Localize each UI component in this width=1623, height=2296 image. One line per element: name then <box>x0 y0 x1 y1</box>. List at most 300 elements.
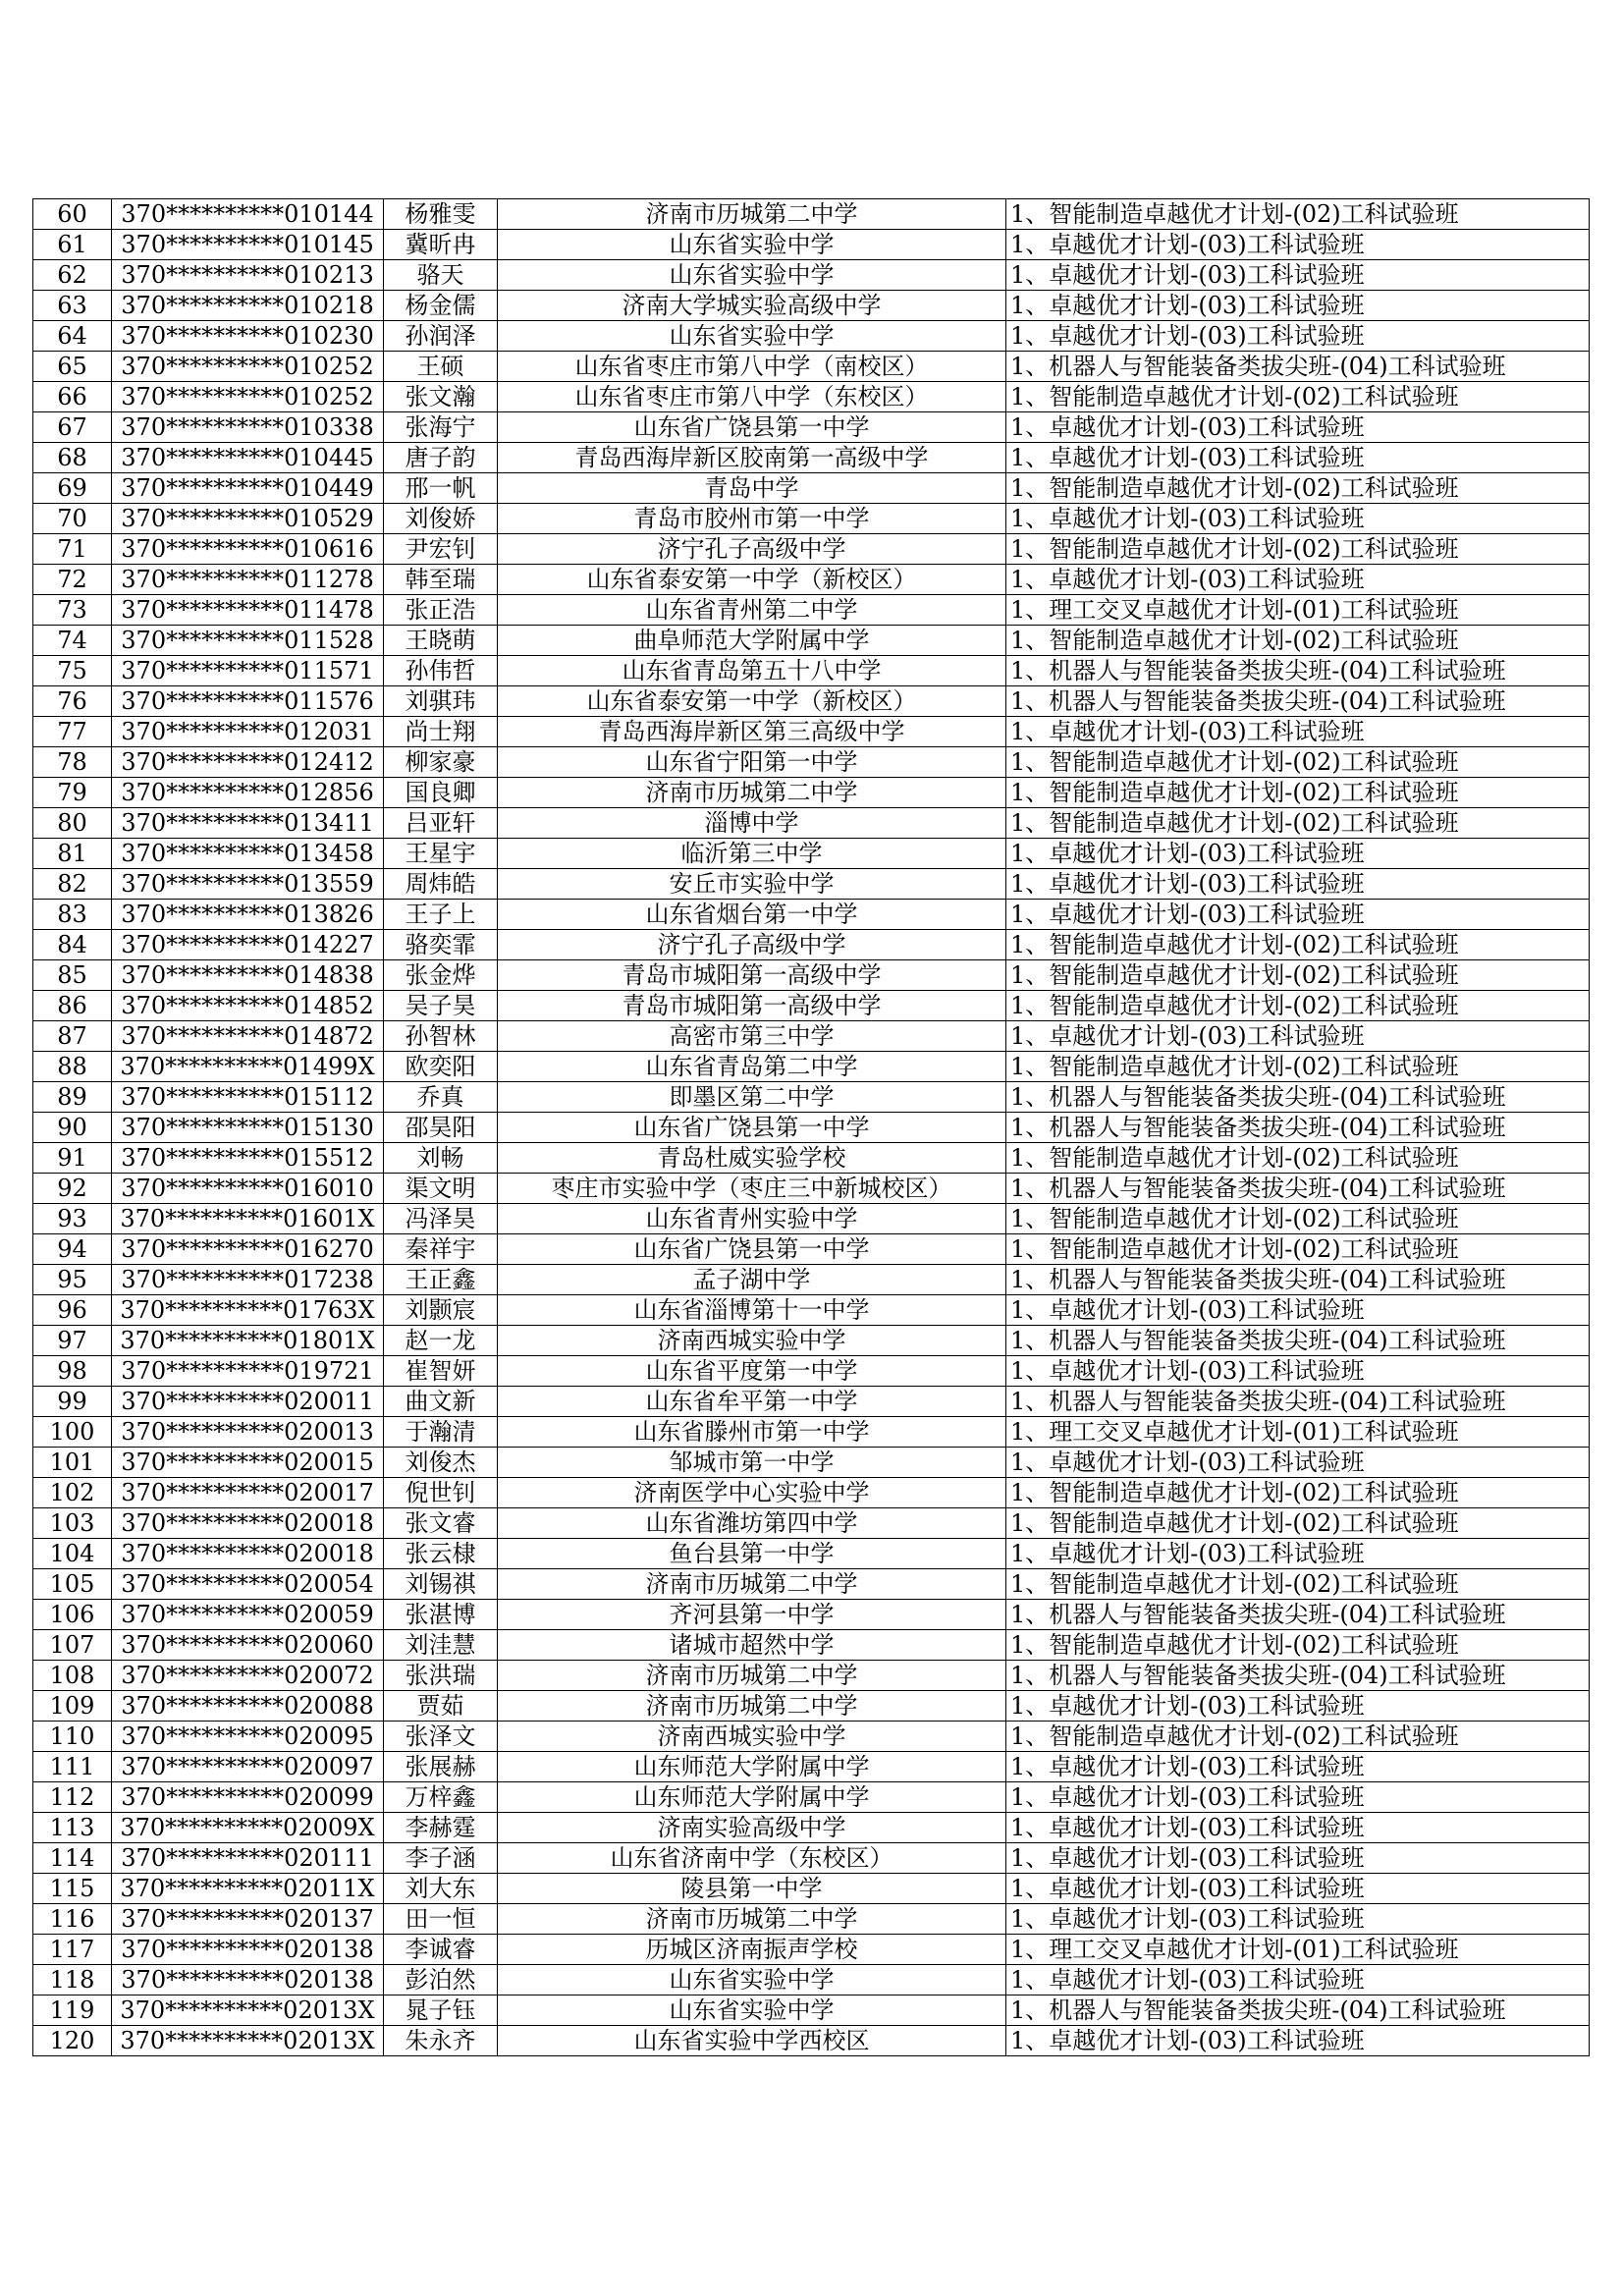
school-cell: 即墨区第二中学 <box>498 1082 1006 1113</box>
row-number-cell: 114 <box>33 1843 112 1874</box>
id-number-cell: 370**********01499X <box>112 1052 384 1082</box>
row-number-cell: 84 <box>33 930 112 960</box>
row-number-cell: 108 <box>33 1661 112 1691</box>
school-cell: 山东省平度第一中学 <box>498 1356 1006 1387</box>
row-number-cell: 81 <box>33 839 112 869</box>
program-cell: 1、智能制造卓越优才计划-(02)工科试验班 <box>1006 1234 1590 1265</box>
row-number-cell: 82 <box>33 869 112 900</box>
row-number-cell: 64 <box>33 321 112 352</box>
school-cell: 济南市历城第二中学 <box>498 778 1006 808</box>
program-cell: 1、卓越优才计划-(03)工科试验班 <box>1006 1295 1590 1326</box>
student-name-cell: 冯泽昊 <box>384 1204 498 1234</box>
school-cell: 山东省实验中学西校区 <box>498 2026 1006 2056</box>
row-number-cell: 118 <box>33 1965 112 1995</box>
id-number-cell: 370**********015512 <box>112 1143 384 1174</box>
id-number-cell: 370**********010230 <box>112 321 384 352</box>
id-number-cell: 370**********014852 <box>112 991 384 1021</box>
table-row <box>33 2026 1590 2056</box>
school-cell: 济南市历城第二中学 <box>498 1661 1006 1691</box>
school-cell: 山东省淄博第十一中学 <box>498 1295 1006 1326</box>
table-row <box>33 1874 1590 1904</box>
table-row <box>33 1387 1590 1417</box>
program-cell: 1、智能制造卓越优才计划-(02)工科试验班 <box>1006 1143 1590 1174</box>
student-name-cell: 王硕 <box>384 352 498 382</box>
id-number-cell: 370**********020072 <box>112 1661 384 1691</box>
student-name-cell: 崔智妍 <box>384 1356 498 1387</box>
school-cell: 安丘市实验中学 <box>498 869 1006 900</box>
admission-list-table <box>32 198 1590 2056</box>
program-cell: 1、卓越优才计划-(03)工科试验班 <box>1006 321 1590 352</box>
row-number-cell: 72 <box>33 565 112 595</box>
program-cell: 1、卓越优才计划-(03)工科试验班 <box>1006 1965 1590 1995</box>
table-row <box>33 1661 1590 1691</box>
row-number-cell: 80 <box>33 808 112 839</box>
row-number-cell: 69 <box>33 473 112 504</box>
id-number-cell: 370**********020088 <box>112 1691 384 1722</box>
student-name-cell: 杨金儒 <box>384 291 498 321</box>
student-name-cell: 柳家豪 <box>384 747 498 778</box>
row-number-cell: 79 <box>33 778 112 808</box>
id-number-cell: 370**********01763X <box>112 1295 384 1326</box>
table-row <box>33 626 1590 656</box>
school-cell: 济南市历城第二中学 <box>498 199 1006 230</box>
school-cell: 山东省枣庄市第八中学（东校区） <box>498 382 1006 412</box>
school-cell: 山东省枣庄市第八中学（南校区） <box>498 352 1006 382</box>
table-row <box>33 1417 1590 1448</box>
student-name-cell: 田一恒 <box>384 1904 498 1935</box>
id-number-cell: 370**********015112 <box>112 1082 384 1113</box>
id-number-cell: 370**********014872 <box>112 1021 384 1052</box>
program-cell: 1、卓越优才计划-(03)工科试验班 <box>1006 1904 1590 1935</box>
student-name-cell: 刘颢宸 <box>384 1295 498 1326</box>
table-row <box>33 991 1590 1021</box>
table-row <box>33 473 1590 504</box>
id-number-cell: 370**********010445 <box>112 443 384 473</box>
table-row <box>33 199 1590 230</box>
school-cell: 山东省潍坊第四中学 <box>498 1508 1006 1539</box>
table-row <box>33 1904 1590 1935</box>
row-number-cell: 85 <box>33 960 112 991</box>
program-cell: 1、智能制造卓越优才计划-(02)工科试验班 <box>1006 930 1590 960</box>
school-cell: 山东省实验中学 <box>498 321 1006 352</box>
school-cell: 齐河县第一中学 <box>498 1600 1006 1630</box>
id-number-cell: 370**********019721 <box>112 1356 384 1387</box>
program-cell: 1、机器人与智能装备类拔尖班-(04)工科试验班 <box>1006 1661 1590 1691</box>
id-number-cell: 370**********011478 <box>112 595 384 626</box>
id-number-cell: 370**********012856 <box>112 778 384 808</box>
table-row <box>33 717 1590 747</box>
row-number-cell: 71 <box>33 534 112 565</box>
school-cell: 山东省实验中学 <box>498 1965 1006 1995</box>
student-name-cell: 欧奕阳 <box>384 1052 498 1082</box>
school-cell: 淄博中学 <box>498 808 1006 839</box>
student-name-cell: 韩至瑞 <box>384 565 498 595</box>
program-cell: 1、智能制造卓越优才计划-(02)工科试验班 <box>1006 991 1590 1021</box>
student-name-cell: 朱永齐 <box>384 2026 498 2056</box>
row-number-cell: 63 <box>33 291 112 321</box>
student-name-cell: 万梓鑫 <box>384 1782 498 1813</box>
student-name-cell: 骆奕霏 <box>384 930 498 960</box>
id-number-cell: 370**********020018 <box>112 1539 384 1569</box>
student-name-cell: 国良卿 <box>384 778 498 808</box>
student-name-cell: 刘大东 <box>384 1874 498 1904</box>
student-name-cell: 周炜皓 <box>384 869 498 900</box>
student-name-cell: 吕亚轩 <box>384 808 498 839</box>
table-row <box>33 1813 1590 1843</box>
table-row <box>33 595 1590 626</box>
row-number-cell: 65 <box>33 352 112 382</box>
id-number-cell: 370**********020111 <box>112 1843 384 1874</box>
program-cell: 1、卓越优才计划-(03)工科试验班 <box>1006 230 1590 260</box>
row-number-cell: 76 <box>33 686 112 717</box>
table-row <box>33 686 1590 717</box>
table-row <box>33 1752 1590 1782</box>
table-row <box>33 230 1590 260</box>
id-number-cell: 370**********020138 <box>112 1965 384 1995</box>
table-row <box>33 869 1590 900</box>
student-name-cell: 张文瀚 <box>384 382 498 412</box>
student-name-cell: 张湛博 <box>384 1600 498 1630</box>
student-name-cell: 乔真 <box>384 1082 498 1113</box>
table-row <box>33 1630 1590 1661</box>
table-row <box>33 1782 1590 1813</box>
program-cell: 1、卓越优才计划-(03)工科试验班 <box>1006 1813 1590 1843</box>
row-number-cell: 111 <box>33 1752 112 1782</box>
id-number-cell: 370**********01601X <box>112 1204 384 1234</box>
table-row <box>33 504 1590 534</box>
table-row <box>33 412 1590 443</box>
row-number-cell: 100 <box>33 1417 112 1448</box>
table-row <box>33 656 1590 686</box>
table-row <box>33 565 1590 595</box>
table-row <box>33 1843 1590 1874</box>
table-row <box>33 1204 1590 1234</box>
program-cell: 1、智能制造卓越优才计划-(02)工科试验班 <box>1006 1204 1590 1234</box>
id-number-cell: 370**********02013X <box>112 2026 384 2056</box>
school-cell: 济南市历城第二中学 <box>498 1569 1006 1600</box>
student-name-cell: 尹宏钊 <box>384 534 498 565</box>
school-cell: 山东省实验中学 <box>498 1995 1006 2026</box>
program-cell: 1、智能制造卓越优才计划-(02)工科试验班 <box>1006 534 1590 565</box>
school-cell: 历城区济南振声学校 <box>498 1935 1006 1965</box>
student-name-cell: 刘俊娇 <box>384 504 498 534</box>
school-cell: 枣庄市实验中学（枣庄三中新城校区） <box>498 1174 1006 1204</box>
table-row <box>33 1326 1590 1356</box>
row-number-cell: 96 <box>33 1295 112 1326</box>
id-number-cell: 370**********020137 <box>112 1904 384 1935</box>
program-cell: 1、卓越优才计划-(03)工科试验班 <box>1006 839 1590 869</box>
school-cell: 曲阜师范大学附属中学 <box>498 626 1006 656</box>
row-number-cell: 102 <box>33 1478 112 1508</box>
school-cell: 邹城市第一中学 <box>498 1448 1006 1478</box>
row-number-cell: 83 <box>33 900 112 930</box>
program-cell: 1、智能制造卓越优才计划-(02)工科试验班 <box>1006 747 1590 778</box>
id-number-cell: 370**********020097 <box>112 1752 384 1782</box>
row-number-cell: 120 <box>33 2026 112 2056</box>
school-cell: 山东省广饶县第一中学 <box>498 1113 1006 1143</box>
program-cell: 1、机器人与智能装备类拔尖班-(04)工科试验班 <box>1006 1326 1590 1356</box>
program-cell: 1、卓越优才计划-(03)工科试验班 <box>1006 1843 1590 1874</box>
school-cell: 诸城市超然中学 <box>498 1630 1006 1661</box>
id-number-cell: 370**********010252 <box>112 352 384 382</box>
row-number-cell: 99 <box>33 1387 112 1417</box>
student-name-cell: 彭泊然 <box>384 1965 498 1995</box>
row-number-cell: 107 <box>33 1630 112 1661</box>
table-row <box>33 1356 1590 1387</box>
program-cell: 1、智能制造卓越优才计划-(02)工科试验班 <box>1006 199 1590 230</box>
school-cell: 高密市第三中学 <box>498 1021 1006 1052</box>
school-cell: 济南西城实验中学 <box>498 1722 1006 1752</box>
student-name-cell: 邢一帆 <box>384 473 498 504</box>
id-number-cell: 370**********010145 <box>112 230 384 260</box>
table-row <box>33 960 1590 991</box>
id-number-cell: 370**********02011X <box>112 1874 384 1904</box>
program-cell: 1、智能制造卓越优才计划-(02)工科试验班 <box>1006 778 1590 808</box>
student-name-cell: 晁子钰 <box>384 1995 498 2026</box>
row-number-cell: 75 <box>33 656 112 686</box>
school-cell: 青岛西海岸新区第三高级中学 <box>498 717 1006 747</box>
program-cell: 1、卓越优才计划-(03)工科试验班 <box>1006 291 1590 321</box>
program-cell: 1、智能制造卓越优才计划-(02)工科试验班 <box>1006 1569 1590 1600</box>
table-row <box>33 1539 1590 1569</box>
row-number-cell: 104 <box>33 1539 112 1569</box>
school-cell: 山东省济南中学（东校区） <box>498 1843 1006 1874</box>
row-number-cell: 68 <box>33 443 112 473</box>
id-number-cell: 370**********011571 <box>112 656 384 686</box>
school-cell: 山东师范大学附属中学 <box>498 1782 1006 1813</box>
id-number-cell: 370**********020018 <box>112 1508 384 1539</box>
id-number-cell: 370**********017238 <box>112 1265 384 1295</box>
student-name-cell: 冀昕冉 <box>384 230 498 260</box>
row-number-cell: 66 <box>33 382 112 412</box>
program-cell: 1、机器人与智能装备类拔尖班-(04)工科试验班 <box>1006 686 1590 717</box>
table-row <box>33 1143 1590 1174</box>
table-row <box>33 1478 1590 1508</box>
program-cell: 1、机器人与智能装备类拔尖班-(04)工科试验班 <box>1006 1265 1590 1295</box>
program-cell: 1、智能制造卓越优才计划-(02)工科试验班 <box>1006 1722 1590 1752</box>
row-number-cell: 90 <box>33 1113 112 1143</box>
program-cell: 1、机器人与智能装备类拔尖班-(04)工科试验班 <box>1006 1600 1590 1630</box>
school-cell: 山东省牟平第一中学 <box>498 1387 1006 1417</box>
student-name-cell: 张文睿 <box>384 1508 498 1539</box>
row-number-cell: 67 <box>33 412 112 443</box>
student-name-cell: 李诚睿 <box>384 1935 498 1965</box>
school-cell: 山东省宁阳第一中学 <box>498 747 1006 778</box>
id-number-cell: 370**********020015 <box>112 1448 384 1478</box>
row-number-cell: 92 <box>33 1174 112 1204</box>
table-row <box>33 1234 1590 1265</box>
school-cell: 山东省实验中学 <box>498 260 1006 291</box>
id-number-cell: 370**********013826 <box>112 900 384 930</box>
id-number-cell: 370**********016010 <box>112 1174 384 1204</box>
program-cell: 1、卓越优才计划-(03)工科试验班 <box>1006 1356 1590 1387</box>
school-cell: 山东省泰安第一中学（新校区） <box>498 565 1006 595</box>
table-row <box>33 1995 1590 2026</box>
program-cell: 1、理工交叉卓越优才计划-(01)工科试验班 <box>1006 1417 1590 1448</box>
row-number-cell: 94 <box>33 1234 112 1265</box>
school-cell: 济南医学中心实验中学 <box>498 1478 1006 1508</box>
id-number-cell: 370**********012031 <box>112 717 384 747</box>
id-number-cell: 370**********012412 <box>112 747 384 778</box>
school-cell: 山东省青岛第二中学 <box>498 1052 1006 1082</box>
student-name-cell: 渠文明 <box>384 1174 498 1204</box>
student-name-cell: 张云棣 <box>384 1539 498 1569</box>
program-cell: 1、智能制造卓越优才计划-(02)工科试验班 <box>1006 1478 1590 1508</box>
student-name-cell: 唐子韵 <box>384 443 498 473</box>
student-name-cell: 张洪瑞 <box>384 1661 498 1691</box>
table-row <box>33 839 1590 869</box>
program-cell: 1、卓越优才计划-(03)工科试验班 <box>1006 565 1590 595</box>
student-name-cell: 张金烨 <box>384 960 498 991</box>
row-number-cell: 60 <box>33 199 112 230</box>
row-number-cell: 86 <box>33 991 112 1021</box>
school-cell: 陵县第一中学 <box>498 1874 1006 1904</box>
table-row <box>33 808 1590 839</box>
program-cell: 1、卓越优才计划-(03)工科试验班 <box>1006 443 1590 473</box>
row-number-cell: 109 <box>33 1691 112 1722</box>
row-number-cell: 78 <box>33 747 112 778</box>
table-row <box>33 1295 1590 1326</box>
student-name-cell: 邵昊阳 <box>384 1113 498 1143</box>
school-cell: 山东省广饶县第一中学 <box>498 1234 1006 1265</box>
school-cell: 济南实验高级中学 <box>498 1813 1006 1843</box>
row-number-cell: 73 <box>33 595 112 626</box>
row-number-cell: 119 <box>33 1995 112 2026</box>
student-name-cell: 孙智林 <box>384 1021 498 1052</box>
id-number-cell: 370**********013559 <box>112 869 384 900</box>
table-row <box>33 1021 1590 1052</box>
school-cell: 青岛西海岸新区胶南第一高级中学 <box>498 443 1006 473</box>
student-name-cell: 张海宁 <box>384 412 498 443</box>
program-cell: 1、卓越优才计划-(03)工科试验班 <box>1006 900 1590 930</box>
id-number-cell: 370**********011278 <box>112 565 384 595</box>
row-number-cell: 112 <box>33 1782 112 1813</box>
table-row <box>33 1722 1590 1752</box>
id-number-cell: 370**********016270 <box>112 1234 384 1265</box>
id-number-cell: 370**********02009X <box>112 1813 384 1843</box>
program-cell: 1、卓越优才计划-(03)工科试验班 <box>1006 1021 1590 1052</box>
table-row <box>33 382 1590 412</box>
school-cell: 山东省青州实验中学 <box>498 1204 1006 1234</box>
table-row <box>33 1448 1590 1478</box>
student-name-cell: 孙伟哲 <box>384 656 498 686</box>
student-name-cell: 刘俊杰 <box>384 1448 498 1478</box>
table-row <box>33 1265 1590 1295</box>
row-number-cell: 93 <box>33 1204 112 1234</box>
admission-list-body <box>33 199 1590 2056</box>
school-cell: 山东省实验中学 <box>498 230 1006 260</box>
table-row <box>33 1113 1590 1143</box>
id-number-cell: 370**********020013 <box>112 1417 384 1448</box>
student-name-cell: 刘洼慧 <box>384 1630 498 1661</box>
program-cell: 1、智能制造卓越优才计划-(02)工科试验班 <box>1006 473 1590 504</box>
row-number-cell: 89 <box>33 1082 112 1113</box>
school-cell: 山东省广饶县第一中学 <box>498 412 1006 443</box>
program-cell: 1、卓越优才计划-(03)工科试验班 <box>1006 869 1590 900</box>
row-number-cell: 116 <box>33 1904 112 1935</box>
id-number-cell: 370**********010616 <box>112 534 384 565</box>
table-row <box>33 291 1590 321</box>
id-number-cell: 370**********01801X <box>112 1326 384 1356</box>
program-cell: 1、机器人与智能装备类拔尖班-(04)工科试验班 <box>1006 1082 1590 1113</box>
school-cell: 山东省泰安第一中学（新校区） <box>498 686 1006 717</box>
id-number-cell: 370**********020054 <box>112 1569 384 1600</box>
program-cell: 1、卓越优才计划-(03)工科试验班 <box>1006 1448 1590 1478</box>
program-cell: 1、机器人与智能装备类拔尖班-(04)工科试验班 <box>1006 1174 1590 1204</box>
table-row <box>33 321 1590 352</box>
student-name-cell: 张正浩 <box>384 595 498 626</box>
school-cell: 鱼台县第一中学 <box>498 1539 1006 1569</box>
school-cell: 济宁孔子高级中学 <box>498 534 1006 565</box>
table-row <box>33 443 1590 473</box>
student-name-cell: 刘畅 <box>384 1143 498 1174</box>
program-cell: 1、卓越优才计划-(03)工科试验班 <box>1006 2026 1590 2056</box>
row-number-cell: 87 <box>33 1021 112 1052</box>
row-number-cell: 117 <box>33 1935 112 1965</box>
student-name-cell: 孙润泽 <box>384 321 498 352</box>
program-cell: 1、智能制造卓越优才计划-(02)工科试验班 <box>1006 626 1590 656</box>
row-number-cell: 77 <box>33 717 112 747</box>
id-number-cell: 370**********020059 <box>112 1600 384 1630</box>
table-row <box>33 1600 1590 1630</box>
school-cell: 临沂第三中学 <box>498 839 1006 869</box>
school-cell: 青岛市城阳第一高级中学 <box>498 960 1006 991</box>
id-number-cell: 370**********020095 <box>112 1722 384 1752</box>
row-number-cell: 95 <box>33 1265 112 1295</box>
id-number-cell: 370**********011576 <box>112 686 384 717</box>
student-name-cell: 吴子昊 <box>384 991 498 1021</box>
program-cell: 1、卓越优才计划-(03)工科试验班 <box>1006 1782 1590 1813</box>
student-name-cell: 尚士翔 <box>384 717 498 747</box>
program-cell: 1、机器人与智能装备类拔尖班-(04)工科试验班 <box>1006 1113 1590 1143</box>
program-cell: 1、智能制造卓越优才计划-(02)工科试验班 <box>1006 808 1590 839</box>
program-cell: 1、机器人与智能装备类拔尖班-(04)工科试验班 <box>1006 1387 1590 1417</box>
student-name-cell: 李赫霆 <box>384 1813 498 1843</box>
row-number-cell: 97 <box>33 1326 112 1356</box>
row-number-cell: 98 <box>33 1356 112 1387</box>
student-name-cell: 倪世钊 <box>384 1478 498 1508</box>
program-cell: 1、智能制造卓越优才计划-(02)工科试验班 <box>1006 960 1590 991</box>
student-name-cell: 杨雅雯 <box>384 199 498 230</box>
program-cell: 1、智能制造卓越优才计划-(02)工科试验班 <box>1006 382 1590 412</box>
school-cell: 济南西城实验中学 <box>498 1326 1006 1356</box>
table-row <box>33 1965 1590 1995</box>
table-row <box>33 1082 1590 1113</box>
id-number-cell: 370**********014838 <box>112 960 384 991</box>
table-row <box>33 1052 1590 1082</box>
table-row <box>33 352 1590 382</box>
school-cell: 青岛市胶州市第一中学 <box>498 504 1006 534</box>
id-number-cell: 370**********015130 <box>112 1113 384 1143</box>
row-number-cell: 62 <box>33 260 112 291</box>
row-number-cell: 113 <box>33 1813 112 1843</box>
program-cell: 1、卓越优才计划-(03)工科试验班 <box>1006 1752 1590 1782</box>
school-cell: 青岛市城阳第一高级中学 <box>498 991 1006 1021</box>
student-name-cell: 张泽文 <box>384 1722 498 1752</box>
table-row <box>33 930 1590 960</box>
program-cell: 1、机器人与智能装备类拔尖班-(04)工科试验班 <box>1006 1995 1590 2026</box>
id-number-cell: 370**********020099 <box>112 1782 384 1813</box>
program-cell: 1、理工交叉卓越优才计划-(01)工科试验班 <box>1006 1935 1590 1965</box>
program-cell: 1、机器人与智能装备类拔尖班-(04)工科试验班 <box>1006 352 1590 382</box>
id-number-cell: 370**********010213 <box>112 260 384 291</box>
program-cell: 1、机器人与智能装备类拔尖班-(04)工科试验班 <box>1006 656 1590 686</box>
row-number-cell: 88 <box>33 1052 112 1082</box>
row-number-cell: 105 <box>33 1569 112 1600</box>
program-cell: 1、卓越优才计划-(03)工科试验班 <box>1006 412 1590 443</box>
student-name-cell: 刘锡祺 <box>384 1569 498 1600</box>
student-name-cell: 骆天 <box>384 260 498 291</box>
